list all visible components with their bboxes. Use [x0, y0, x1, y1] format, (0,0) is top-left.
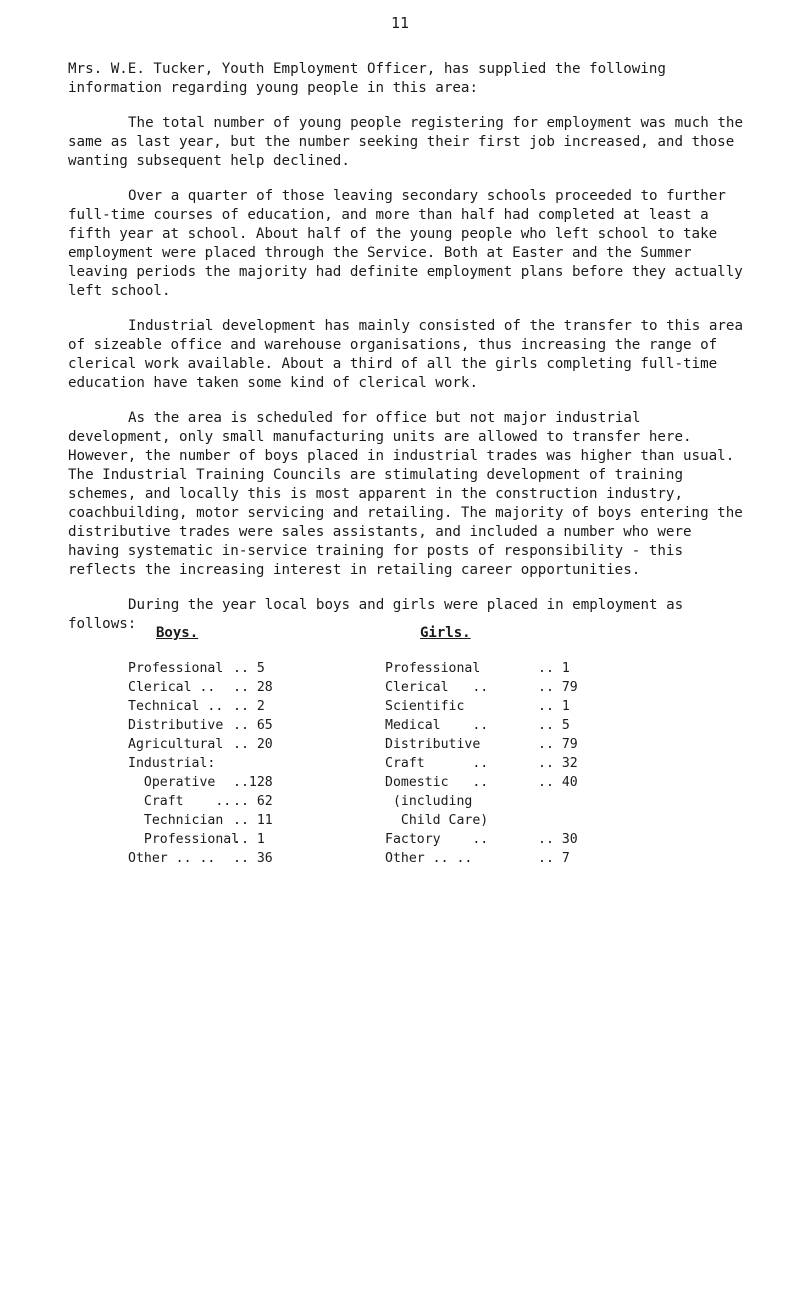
- row-label: Technical ..: [128, 699, 224, 714]
- paragraph-manufacturing: As the area is scheduled for office but not major industrial development, only small manufacturing units are allowed to transfer here. However, the number of boys placed in industrial trades was higher than usual. The Industrial Training Councils are stimulating development of training schemes, and locally this is most apparent in the construction industry, coachbuilding, motor servicing and retailing. The majority of boys entering the distributive trades were sales assistants, and included a number who were having systematic in-service training for posts of responsibility - this reflects the increasing interest in retailing career opportunities.: [68, 410, 743, 578]
- paragraph-school-leavers: Over a quarter of those leaving secondary schools proceeded to further full-time courses of education, and more than half had completed at least a fifth year at school. About half of the young people who left school to take employment were placed through the Service. Both at Easter and the Summer leaving periods the majority had definite employment plans before they actually left school.: [68, 188, 743, 299]
- body-text: [68, 60, 748, 634]
- row-value: .. 2: [233, 699, 265, 714]
- row-label: Professional: [385, 661, 481, 676]
- row-label: Scientific: [385, 699, 465, 714]
- row-value: .. 30: [538, 832, 578, 847]
- paragraph-registrations: The total number of young people registering for employment was much the same as last year, but the number seeking their first job increased, and those wanting subsequent help declined.: [68, 115, 743, 169]
- row-label: Child Care): [385, 813, 489, 828]
- row-value: .. 7: [538, 851, 570, 866]
- row-label: Craft ..: [128, 794, 232, 809]
- row-value: .. 20: [233, 737, 273, 752]
- row-label: Technician: [128, 813, 224, 828]
- boys-heading: Boys.: [156, 625, 199, 641]
- girls-heading: Girls.: [420, 625, 471, 641]
- row-label: Operative: [128, 775, 216, 790]
- row-value: .. 1: [233, 832, 265, 847]
- row-label: Domestic ..: [385, 775, 489, 790]
- intro-paragraph: Mrs. W.E. Tucker, Youth Employment Officer, has supplied the following information regarding young people in this area:: [68, 61, 666, 96]
- row-value: .. 11: [233, 813, 273, 828]
- row-value: .. 36: [233, 851, 273, 866]
- row-value: .. 32: [538, 756, 578, 771]
- row-value: .. 40: [538, 775, 578, 790]
- row-label: Clerical ..: [128, 680, 216, 695]
- row-label: (including: [385, 794, 473, 809]
- row-value: .. 62: [233, 794, 273, 809]
- row-value: .. 65: [233, 718, 273, 733]
- row-label: Craft ..: [385, 756, 489, 771]
- row-value: .. 1: [538, 699, 570, 714]
- row-label: Medical ..: [385, 718, 489, 733]
- row-value: .. 5: [233, 661, 265, 676]
- row-label: Distributive: [128, 718, 224, 733]
- row-value: ..128: [233, 775, 273, 790]
- row-label: Industrial:: [128, 756, 216, 771]
- row-label: Professional: [128, 661, 224, 676]
- row-value: .. 1: [538, 661, 570, 676]
- row-value: .. 5: [538, 718, 570, 733]
- paragraph-placements-intro: During the year local boys and girls were placed in employment as follows:: [68, 597, 684, 632]
- row-label: Clerical ..: [385, 680, 489, 695]
- page-number: 11: [390, 14, 410, 32]
- paragraph-industrial-development: Industrial development has mainly consisted of the transfer to this area of sizeable office and warehouse organisations, thus increasing the range of clerical work available. About a third of all the girls completing full-time education have taken some kind of clerical work.: [68, 318, 743, 391]
- row-label: Agricultural: [128, 737, 224, 752]
- row-label: Factory ..: [385, 832, 489, 847]
- row-value: .. 28: [233, 680, 273, 695]
- row-label: Other .. ..: [128, 851, 216, 866]
- row-label: Distributive: [385, 737, 481, 752]
- row-label: Professional: [128, 832, 240, 847]
- row-value: .. 79: [538, 680, 578, 695]
- row-value: .. 79: [538, 737, 578, 752]
- row-label: Other .. ..: [385, 851, 473, 866]
